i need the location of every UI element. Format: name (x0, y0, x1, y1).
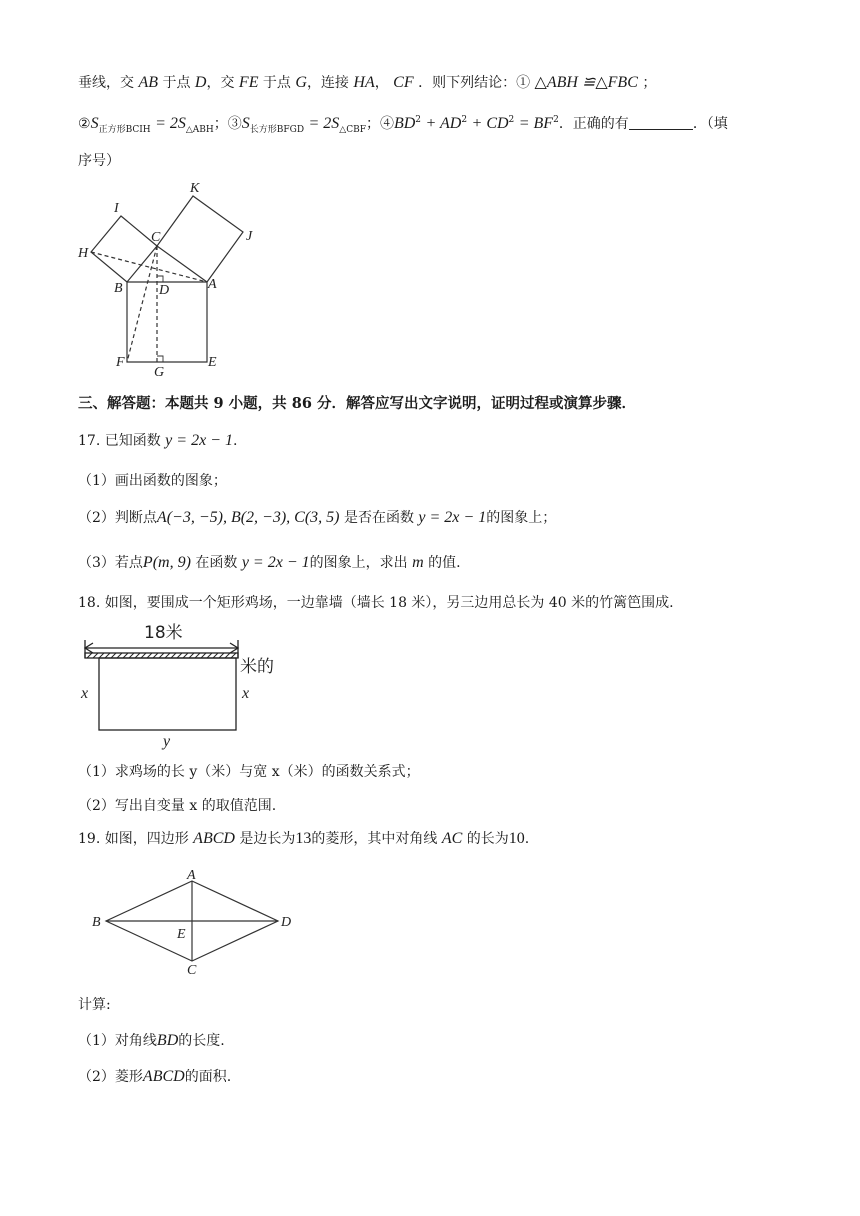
q16-line-2 (78, 113, 728, 135)
math: G (295, 74, 307, 91)
right-angle-mark-g (157, 356, 163, 362)
q16-line-1 (78, 72, 656, 92)
label-i: I (114, 201, 119, 216)
q17-part-3 (78, 552, 461, 572)
subscript: 长方形BFGD (249, 125, 305, 135)
q17-part-2 (78, 507, 556, 527)
subscript: △ABH (185, 125, 214, 135)
label-k: K (190, 181, 200, 196)
text: ； (642, 75, 657, 91)
math: + AD (425, 115, 462, 132)
wall-hatching (87, 653, 236, 658)
label-g: G (154, 365, 165, 380)
text: 的面积. (184, 1069, 232, 1085)
q17-part-1: （1）画出函数的图象； (78, 473, 227, 489)
square-cajk (157, 196, 243, 282)
text: 17. 已知函数 (78, 433, 161, 449)
text: 的图象上，求出 (309, 555, 408, 571)
math: + CD (471, 115, 509, 132)
text: 是否在函数 (343, 510, 414, 526)
text: 于点 (162, 75, 191, 91)
math: m (412, 554, 424, 571)
math: CF (393, 74, 414, 91)
text: ．正确的有 (558, 116, 629, 132)
text: （2）菱形 (78, 1069, 143, 1085)
superscript: 2 (508, 115, 515, 125)
label-a: A (187, 868, 196, 883)
math: 10 (508, 830, 525, 847)
answer-blank (629, 117, 693, 130)
math: △ABH ≌△FBC (534, 74, 638, 91)
label-x-left: x (81, 685, 89, 702)
q18-stem: 18. 如图，要围成一个矩形鸡场，一边靠墙（墙长 18 米），另三边用总长为 40 米的竹篱笆围成. (78, 595, 674, 611)
math: P(m, 9) (142, 554, 191, 571)
math: ABCD (142, 1068, 185, 1085)
label-f: F (116, 355, 125, 370)
superscript: 2 (553, 115, 559, 125)
text: ．则下列结论：① (418, 75, 531, 91)
math: S (90, 115, 99, 132)
q18-part-2: （2）写出自变量 x 的取值范围. (78, 798, 277, 814)
label-c: C (151, 230, 161, 245)
q16-figure (78, 180, 268, 380)
label-e: E (177, 927, 186, 942)
text: 的值. (428, 555, 461, 571)
text: ② (78, 116, 91, 132)
q19-part-2 (78, 1066, 231, 1086)
label-h: H (78, 246, 89, 261)
text: 垂线，交 (78, 75, 134, 91)
math: = 2S (308, 115, 340, 132)
square-bcih (91, 216, 157, 282)
coop-rectangle (99, 658, 236, 730)
text: 在函数 (195, 555, 238, 571)
label-b: B (92, 915, 101, 930)
label-x-right: x (242, 685, 250, 702)
text: 的菱形，其中对角线 (311, 831, 438, 847)
text: ，交 (206, 75, 235, 91)
q16-line-3: 序号） (78, 153, 120, 169)
text: 的长度. (178, 1033, 225, 1049)
math: y = 2x − 1 (418, 509, 487, 526)
math: S (241, 115, 250, 132)
math: BD (156, 1032, 179, 1049)
text: ， (374, 75, 389, 91)
q19-part-1 (78, 1030, 225, 1050)
label-y: y (163, 733, 171, 750)
section-3-heading: 三、解答题：本题共 9 小题，共 86 分．解答应写出文字说明，证明过程或演算步骤． (78, 395, 636, 412)
math: HA (353, 74, 375, 91)
q19-calc-label: 计算: (78, 997, 111, 1013)
text: ；③ (213, 116, 242, 132)
math: 13 (295, 830, 312, 847)
q18-part-1: （1）求鸡场的长 y（米）与宽 x（米）的函数关系式； (78, 764, 420, 780)
text: ，连接 (306, 75, 349, 91)
right-angle-mark-d (157, 276, 163, 282)
math: y = 2x − 1 (165, 432, 233, 449)
math: AC (441, 830, 463, 847)
label-a: A (208, 277, 217, 292)
superscript: 2 (461, 115, 468, 125)
subscript: △CBF (339, 125, 366, 135)
math: BD (393, 115, 416, 132)
q17-stem (78, 430, 237, 450)
text: （2）判断点 (78, 510, 157, 526)
wall-length-label: 18米 (144, 623, 183, 643)
q19-stem (78, 828, 529, 848)
math: AB (138, 74, 158, 91)
label-j: J (246, 229, 253, 244)
math: ABCD (193, 830, 235, 847)
text: （1）对角线 (78, 1033, 157, 1049)
text: 是边长为 (239, 831, 296, 847)
text: . (232, 433, 238, 449)
math: = 2S (155, 115, 186, 132)
subscript: 正方形BCIH (98, 125, 151, 135)
math: D (194, 74, 207, 91)
math: FE (238, 74, 259, 91)
math: = BF (518, 115, 554, 132)
label-d: D (159, 283, 170, 298)
text: 于点 (262, 75, 291, 91)
text: . (524, 831, 530, 847)
text: ；④ (365, 116, 394, 132)
superscript: 2 (415, 115, 422, 125)
text: （3）若点 (78, 555, 143, 571)
q19-figure (88, 866, 303, 976)
text: 的图象上； (486, 510, 557, 526)
math: y = 2x − 1 (241, 554, 310, 571)
text: ．（填 (692, 116, 728, 132)
label-d: D (281, 915, 292, 930)
side-note-label: 米的 (240, 657, 274, 677)
label-e: E (208, 355, 217, 370)
text: 的长为 (466, 831, 509, 847)
label-c: C (187, 963, 197, 978)
math: A(−3, −5), B(2, −3), C(3, 5) (156, 509, 340, 526)
text: 19. 如图，四边形 (78, 831, 189, 847)
q18-figure (78, 620, 318, 750)
label-b: B (114, 281, 123, 296)
